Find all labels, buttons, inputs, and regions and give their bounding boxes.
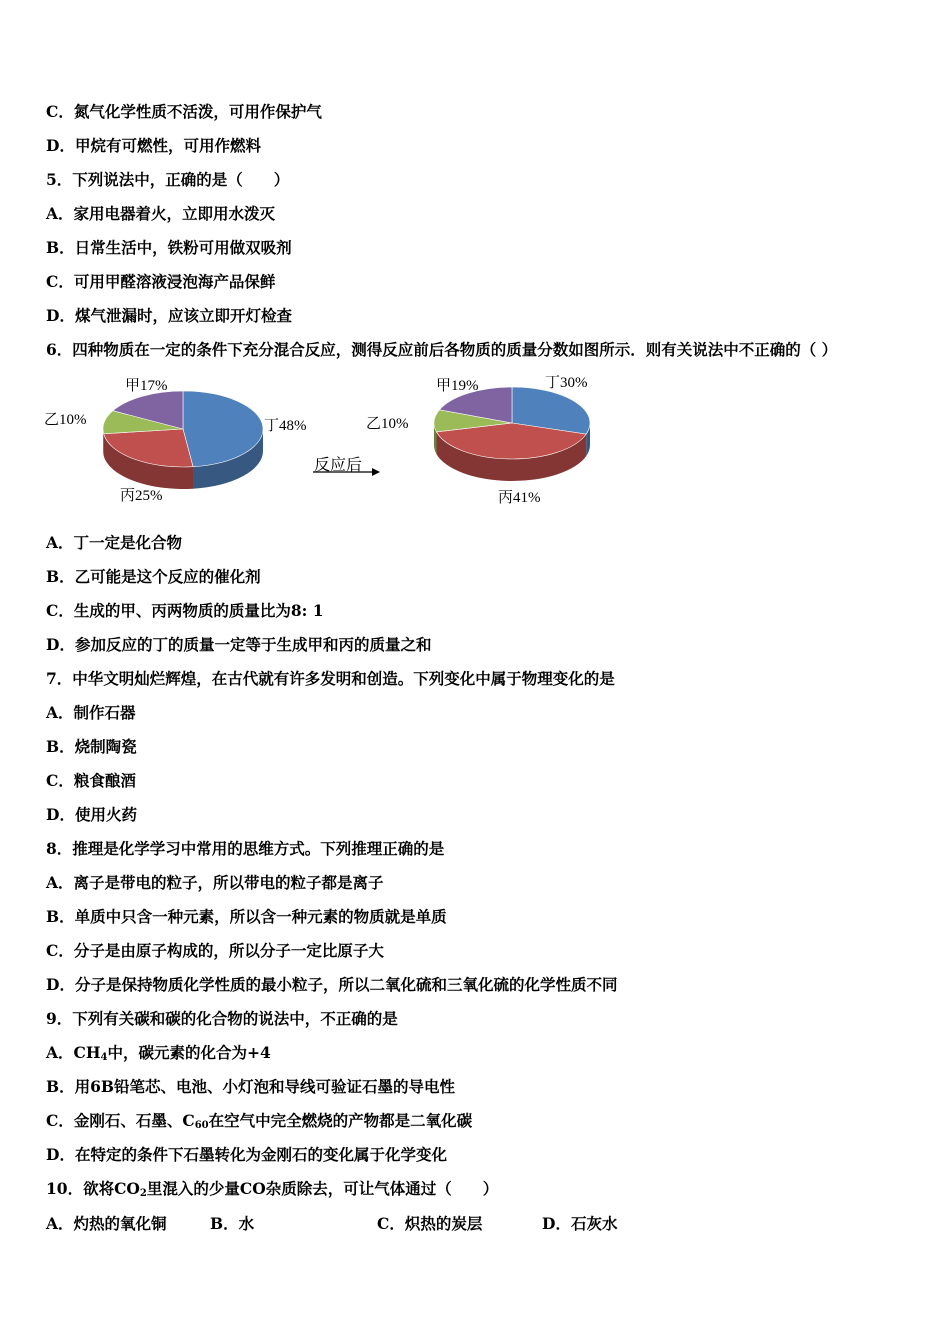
q10-option-a: A．灼热的氧化铜 bbox=[46, 1214, 167, 1233]
q10-stem-subscript: 2 bbox=[139, 1188, 147, 1199]
q8-option-b: B．单质中只含一种元素，所以含一种元素的物质就是单质 bbox=[46, 907, 447, 926]
q7-option-a: A．制作石器 bbox=[46, 703, 136, 722]
q10-options bbox=[46, 1212, 746, 1234]
pie1-label-yi: 乙10% bbox=[44, 412, 87, 428]
q7-option-c: C．粮食酿酒 bbox=[46, 771, 136, 790]
pie1-label-bing: 丙25% bbox=[120, 488, 163, 504]
q6-stem: 6．四种物质在一定的条件下充分混合反应，测得反应前后各物质的质量分数如图所示．则有关说法中不正确的（ ） bbox=[46, 340, 838, 359]
pie2-label-bing: 丙41% bbox=[498, 490, 541, 506]
q9-option-a bbox=[46, 1043, 271, 1068]
q9-c-text: C．金刚石、石墨、C bbox=[46, 1111, 195, 1130]
q6-option-b: B．乙可能是这个反应的催化剂 bbox=[46, 567, 261, 586]
q6-option-a: A．丁一定是化合物 bbox=[46, 533, 183, 552]
q6-figure bbox=[40, 368, 640, 518]
q10-stem bbox=[46, 1179, 498, 1204]
pie2-label-ding: 丁30% bbox=[545, 375, 588, 391]
q7-stem: 7．中华文明灿烂辉煌，在古代就有许多发明和创造。下列变化中属于物理变化的是 bbox=[46, 669, 615, 688]
q10-option-b: B．水 bbox=[210, 1214, 255, 1233]
q8-stem: 8．推理是化学学习中常用的思维方式。下列推理正确的是 bbox=[46, 839, 445, 858]
q7-option-d: D．使用火药 bbox=[46, 805, 137, 824]
q10-option-d: D．石灰水 bbox=[542, 1214, 618, 1233]
q4-option-d: D．甲烷有可燃性，可用作燃料 bbox=[46, 136, 261, 155]
q8-option-d: D．分子是保持物质化学性质的最小粒子，所以二氧化硫和三氧化硫的化学性质不同 bbox=[46, 975, 618, 994]
q8-option-a: A．离子是带电的粒子，所以带电的粒子都是离子 bbox=[46, 873, 384, 892]
q5-stem: 5．下列说法中，正确的是（ ） bbox=[46, 170, 290, 189]
pie2-label-jia: 甲19% bbox=[436, 378, 479, 394]
pie2-label-yi: 乙10% bbox=[366, 416, 409, 432]
q9-a-text: A．CH bbox=[46, 1043, 101, 1062]
q5-option-b: B．日常生活中，铁粉可用做双吸剂 bbox=[46, 238, 292, 257]
pie1-label-ding: 丁48% bbox=[264, 418, 307, 434]
q5-option-c: C．可用甲醛溶液浸泡海产品保鲜 bbox=[46, 272, 276, 291]
q6-option-c: C．生成的甲、丙两物质的质量比为8: 1 bbox=[46, 601, 324, 620]
q5-option-a: A．家用电器着火，立即用水泼灭 bbox=[46, 204, 276, 223]
q10-stem-text: 10．欲将CO bbox=[46, 1179, 140, 1198]
pie1-label-jia: 甲17% bbox=[125, 378, 168, 394]
q9-option-c bbox=[46, 1111, 472, 1136]
q8-option-c: C．分子是由原子构成的，所以分子一定比原子大 bbox=[46, 941, 384, 960]
q9-option-d: D．在特定的条件下石墨转化为金刚石的变化属于化学变化 bbox=[46, 1145, 447, 1164]
q9-a-text-rest: 中，碳元素的化合为+4 bbox=[107, 1043, 271, 1062]
pie-before bbox=[103, 391, 263, 489]
q9-c-subscript: 60 bbox=[194, 1120, 209, 1131]
q10-stem-text-rest: 里混入的少量CO杂质除去，可让气体通过（ ） bbox=[146, 1179, 499, 1198]
pie-after bbox=[434, 387, 590, 481]
q5-option-d: D．煤气泄漏时，应该立即开灯检查 bbox=[46, 306, 292, 325]
q7-option-b: B．烧制陶瓷 bbox=[46, 737, 137, 756]
arrow-label: 反应后 bbox=[314, 457, 363, 474]
q4-option-c: C．氮气化学性质不活泼，可用作保护气 bbox=[46, 102, 322, 121]
q9-a-subscript: 4 bbox=[100, 1052, 108, 1063]
q9-stem: 9．下列有关碳和碳的化合物的说法中，不正确的是 bbox=[46, 1009, 398, 1028]
q10-option-c: C．炽热的炭层 bbox=[377, 1214, 483, 1233]
q6-option-d: D．参加反应的丁的质量一定等于生成甲和丙的质量之和 bbox=[46, 635, 432, 654]
q9-option-b: B．用6B铅笔芯、电池、小灯泡和导线可验证石墨的导电性 bbox=[46, 1077, 455, 1096]
q9-c-text-rest: 在空气中完全燃烧的产物都是二氧化碳 bbox=[208, 1111, 473, 1130]
arrow-head bbox=[372, 468, 380, 476]
